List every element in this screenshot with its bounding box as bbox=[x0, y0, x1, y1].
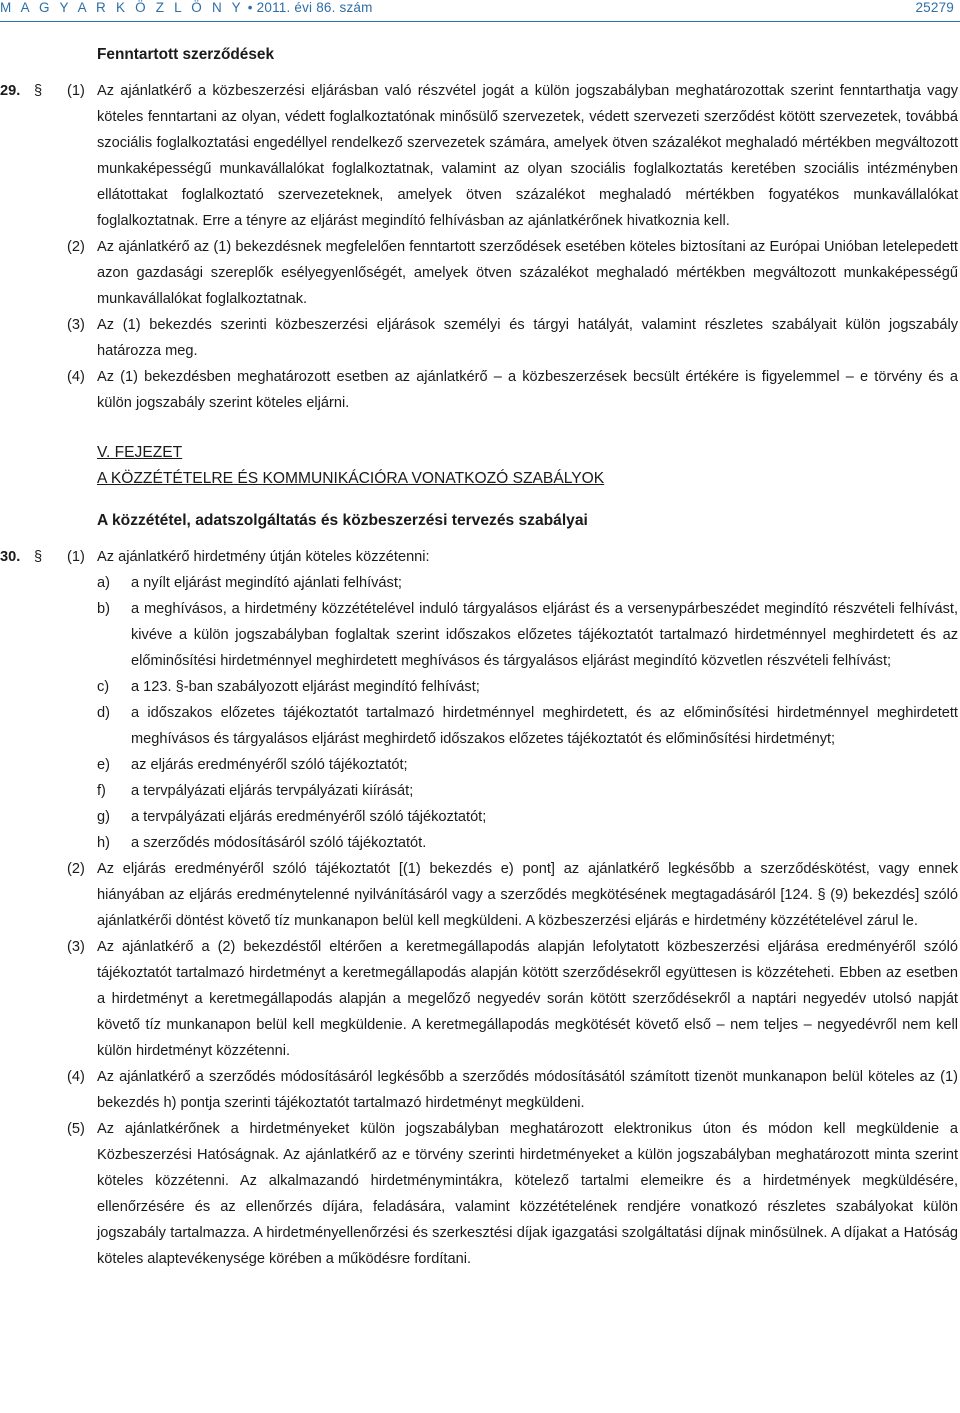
paragraph-number: (1) bbox=[67, 83, 85, 99]
paragraph bbox=[67, 234, 958, 312]
page-number: 25279 bbox=[915, 0, 954, 15]
paragraph-number: (4) bbox=[67, 1069, 85, 1085]
section-heading-reserved: Fenntartott szerződések bbox=[97, 46, 275, 63]
header-left: M A G Y A R K Ö Z L Ö N Y • 2011. évi 86. szám bbox=[0, 0, 373, 15]
subheading: A közzététel, adatszolgáltatás és közbeszerzési tervezés szabályai bbox=[97, 512, 588, 529]
item-text: a szerződés módosításáról szóló tájékoztatót. bbox=[131, 835, 427, 851]
paragraph-number: (3) bbox=[67, 939, 85, 955]
item-label: d) bbox=[97, 705, 110, 721]
list-item bbox=[97, 830, 958, 856]
item-text: a időszakos előzetes tájékoztatót tartalmazó hirdetménnyel meghirdetett, és az előminősítési hirdetménnyel meghirdetett meghívásos és tárgyalásos eljárást meghirdető időszakos előzetes tájékoztatót és előminősítési hirdetményt; bbox=[131, 705, 958, 747]
paragraph-number: (4) bbox=[67, 369, 85, 385]
item-label: e) bbox=[97, 757, 110, 773]
list-item bbox=[97, 752, 958, 778]
section-number: 29. bbox=[0, 83, 21, 99]
paragraph-text: Az ajánlatkérő a közbeszerzési eljárásban való részvétel jogát a külön jogszabályban meghatározottak szerint fenntarthatja vagy köteles fenntartani az olyan, védett foglalkoztatónak minősülő szervezetek, védett szervezeti szerződést kötött szervezetek, továbbá szociális foglalkoztatási engedéllyel rendelkező szervezetek számára, amelyek ötven százalékot meghaladó mértékben megváltozott munkaképességű munkavállalókat foglalkoztatnak, valamint az olyan szociális foglalkoztatás keretében szociális intézményben ellátottakat foglalkoztató szervezeteknek, amelyek ötven százalékot meghaladó mértékben fogyatékos munkavállalókat foglalkoztatnak. Erre a tényre az eljárást megindító felhívásban az ajánlatkérőnek hivatkoznia kell. bbox=[97, 83, 958, 229]
header-rule bbox=[0, 21, 960, 22]
paragraph-text: Az eljárás eredményéről szóló tájékoztatót [(1) bekezdés e) pont] az ajánlatkérő legkésőbb a szerződéskötést, vagy ennek hiányában az eljárás eredménytelenné nyilvánításáról vagy a szerződés megkötésének megtagadásáról [124. § (9) bekezdés] szóló ajánlatkérői döntést követő tíz munkanapon belül kell megküldeni. A közbeszerzési eljárás e hirdetmény közzétételével zárul le. bbox=[97, 861, 958, 929]
list-item bbox=[97, 700, 958, 752]
paragraph-number: (2) bbox=[67, 239, 85, 255]
issue-label: 2011. évi 86. szám bbox=[256, 0, 373, 15]
section-sign: § bbox=[34, 549, 43, 565]
paragraph bbox=[67, 78, 958, 234]
paragraph-number: (2) bbox=[67, 861, 85, 877]
paragraph-text: Az (1) bekezdésben meghatározott esetben az ajánlatkérő – a közbeszerzések becsült értékére is figyelemmel – e törvény és a külön jogszabály szerint köteles eljárni. bbox=[97, 369, 958, 411]
list-item bbox=[97, 596, 958, 674]
item-text: a 123. §-ban szabályozott eljárást megindító felhívást; bbox=[131, 679, 480, 695]
paragraph bbox=[67, 544, 958, 570]
list-item bbox=[97, 778, 958, 804]
list-item bbox=[97, 804, 958, 830]
paragraph-text: Az ajánlatkérő az (1) bekezdésnek megfelelően fenntartott szerződések esetében köteles biztosítani az Európai Unióban letelepedett azon gazdasági szereplők esélyegyenlőségét, amelyek ötven százalékot meghaladó mértékben megváltozott munkaképességű munkavállalókat foglalkoztatnak. bbox=[97, 239, 958, 307]
paragraph-text: Az ajánlatkérő hirdetmény útján köteles közzétenni: bbox=[97, 549, 430, 565]
list-item bbox=[97, 570, 958, 596]
chapter-heading bbox=[97, 440, 958, 492]
paragraph-number: (1) bbox=[67, 549, 85, 565]
paragraph bbox=[67, 1116, 958, 1272]
item-label: b) bbox=[97, 601, 110, 617]
item-label: h) bbox=[97, 835, 110, 851]
item-text: az eljárás eredményéről szóló tájékoztatót; bbox=[131, 757, 408, 773]
paragraph bbox=[67, 934, 958, 1064]
item-label: f) bbox=[97, 783, 106, 799]
item-text: a tervpályázati eljárás tervpályázati kiírását; bbox=[131, 783, 414, 799]
section-29 bbox=[0, 78, 958, 416]
page-header bbox=[0, 0, 960, 20]
paragraph bbox=[67, 312, 958, 364]
chapter-title: A KÖZZÉTÉTELRE ÉS KOMMUNIKÁCIÓRA VONATKOZÓ SZABÁLYOK bbox=[97, 470, 605, 487]
paragraph-number: (3) bbox=[67, 317, 85, 333]
paragraph-number: (5) bbox=[67, 1121, 85, 1137]
list-item bbox=[97, 674, 958, 700]
item-label: a) bbox=[97, 575, 110, 591]
section-number: 30. bbox=[0, 549, 21, 565]
paragraph-text: Az ajánlatkérő a szerződés módosításáról legkésőbb a szerződés módosításától számított tizenöt munkanapon belül köteles az (1) bekezdés h) pontja szerinti tájékoztatót tartalmazó hirdetményt megküldeni. bbox=[97, 1069, 958, 1111]
paragraph-text: Az ajánlatkérőnek a hirdetményeket külön jogszabályban meghatározott elektronikus úton és módon kell megküldenie a Közbeszerzési Hatóságnak. Az ajánlatkérő az e törvény szerinti hirdetményeket a külön jogszabályban meghatározott minta szerint köteles közzétenni. Az alkalmazandó hirdetménymintákra, kötelező tartalmi elemeikre és a hirdetmények megküldésére, ellenőrzésére és az ellenőrzés díjára, feladására, valamint közzétételének rendjére vonatkozó részletes szabályokat külön jogszabály tartalmazza. A hirdetményellenőrzési és szerkesztési díjak igazgatási szolgáltatási díjnak minősülnek. A díjakat a Hatóság köteles alaptevékenysége körében a működésre fordítani. bbox=[97, 1121, 958, 1267]
item-label: g) bbox=[97, 809, 110, 825]
document-body bbox=[0, 44, 958, 1272]
section-30 bbox=[0, 544, 958, 1272]
paragraph-text: Az ajánlatkérő a (2) bekezdéstől eltérően a keretmegállapodás alapján lefolytatott közbeszerzési eljárása eredményéről szóló tájékoztatót tartalmazó hirdetményt a keretmegállapodás alapján kötött szerződésekről együttesen is közzéteheti. Ebben az esetben a hirdetményt a keretmegállapodás alapján a megelőző negyedév során kötött szerződésekről a naptári negyedév utolsó napját követő tíz munkanapon belül kell megküldenie. A keretmegállapodás megkötését követő első – nem teljes – negyedévről nem kell külön hirdetményt közzétenni. bbox=[97, 939, 958, 1059]
item-text: a nyílt eljárást megindító ajánlati felhívást; bbox=[131, 575, 402, 591]
paragraph bbox=[67, 364, 958, 416]
chapter-number: V. FEJEZET bbox=[97, 444, 183, 461]
publication-name: M A G Y A R K Ö Z L Ö N Y bbox=[0, 0, 244, 15]
item-text: a meghívásos, a hirdetmény közzétételével induló tárgyalásos eljárást és a versenypárbeszédet megindító részvételi felhívást, kivéve a külön jogszabályban foglaltak szerint időszakos előzetes tájékoztatót tartalmazó hirdetménnyel meghirdetett és az előminősítési hirdetménnyel meghirdetett meghívásos és tárgyalásos eljárást megindító közvetlen részvételi felhívást; bbox=[131, 601, 958, 669]
paragraph-text: Az (1) bekezdés szerinti közbeszerzési eljárások személyi és tárgyi hatályát, valamint részletes szabályait külön jogszabály határozza meg. bbox=[97, 317, 958, 359]
paragraph bbox=[67, 856, 958, 934]
item-text: a tervpályázati eljárás eredményéről szóló tájékoztatót; bbox=[131, 809, 487, 825]
item-label: c) bbox=[97, 679, 110, 695]
paragraph bbox=[67, 1064, 958, 1116]
section-sign: § bbox=[34, 83, 43, 99]
